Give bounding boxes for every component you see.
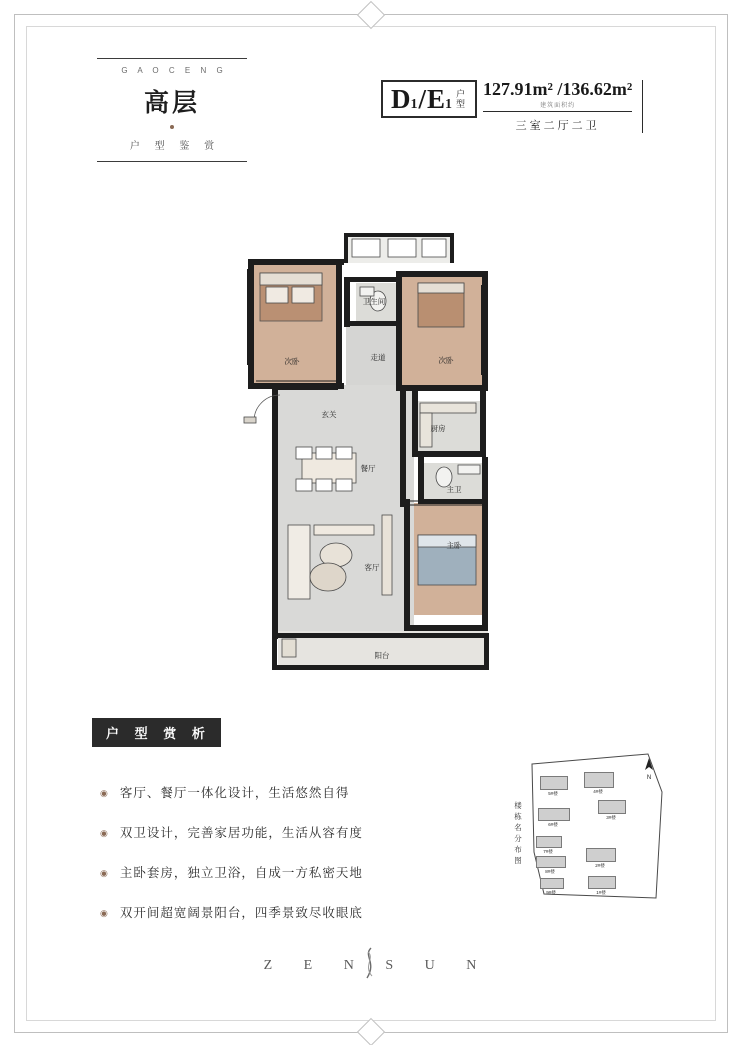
site-map-building <box>538 808 568 828</box>
plan-room-label: 玄关 <box>321 410 337 419</box>
unit-type-vertical-label: 户型 <box>456 88 466 109</box>
building-shape <box>540 878 564 889</box>
feature-item <box>100 865 500 881</box>
unit-area-divider <box>483 111 632 112</box>
footer <box>0 958 740 974</box>
building-tag: 1#楼 <box>596 889 606 895</box>
building-shape <box>538 808 570 821</box>
unit-code-slash: / <box>418 84 427 114</box>
unit-type-badge <box>381 80 643 133</box>
unit-area-value: 127.91m² /136.62m² <box>483 79 633 99</box>
north-arrow-icon <box>644 758 654 772</box>
building-tag: 3#楼 <box>606 814 616 820</box>
unit-room-count: 三室二厅二卫 <box>515 120 600 132</box>
site-map-building <box>536 856 564 875</box>
header-subtitle: 户 型 鉴 赏 <box>129 141 221 152</box>
unit-area-block <box>483 80 643 133</box>
building-shape <box>540 776 568 790</box>
header-pinyin: G A O C E N G <box>121 66 227 75</box>
unit-code-letter-2: E <box>427 84 446 114</box>
brand-logo-icon <box>355 946 385 980</box>
feature-bullet-icon: ◉ <box>100 868 108 878</box>
plan-room-label: 客厅 <box>364 563 380 572</box>
plan-room-label: 次卧 <box>284 357 300 366</box>
plan-room-label: 主卫 <box>446 485 462 494</box>
site-map-building <box>584 772 612 795</box>
site-map-building <box>598 800 624 821</box>
brand-wordmark: Z E N S U N <box>263 958 491 973</box>
site-map-building <box>588 876 614 896</box>
building-tag: 9#楼 <box>546 889 556 895</box>
feature-list <box>100 785 500 945</box>
header-dot-icon <box>170 125 174 129</box>
plan-room-label: 走道 <box>370 353 386 362</box>
building-tag: 6#楼 <box>548 821 558 827</box>
unit-type-code <box>381 80 477 118</box>
plan-room-label: 次卧 <box>438 356 454 365</box>
feature-bullet-icon: ◉ <box>100 908 108 918</box>
building-tag: 7#楼 <box>543 848 553 854</box>
header-rule-bottom <box>97 161 247 162</box>
floor-plan <box>196 225 536 685</box>
feature-text: 主卧套房，独立卫浴，自成一方私密天地 <box>119 866 363 880</box>
building-tag: 4#楼 <box>593 788 603 794</box>
feature-bullet-icon: ◉ <box>100 788 108 798</box>
section-title-features: 户 型 赏 析 <box>92 718 221 747</box>
header-left-block <box>92 58 252 162</box>
building-shape <box>598 800 626 814</box>
plan-room-label: 卫生间 <box>362 297 386 306</box>
building-tag: 5#楼 <box>548 790 558 796</box>
feature-bullet-icon: ◉ <box>100 828 108 838</box>
plan-room-label: 主卧 <box>446 541 462 550</box>
site-map-label: 楼栋名分布图 <box>514 801 522 865</box>
site-map-building <box>536 836 560 855</box>
plan-room-label: 厨房 <box>430 424 446 433</box>
header-rule-top <box>97 58 247 59</box>
feature-text: 客厅、餐厅一体化设计，生活悠然自得 <box>119 786 350 800</box>
north-letter: N <box>646 775 652 781</box>
site-map-building <box>540 776 566 797</box>
plan-room-label: 阳台 <box>374 651 390 660</box>
building-shape <box>536 836 562 848</box>
header-title: 高层 <box>143 90 200 117</box>
feature-text: 双卫设计，完善家居功能，生活从容有度 <box>119 826 363 840</box>
unit-code-letter-1: D <box>391 84 411 114</box>
feature-item <box>100 825 500 841</box>
building-shape <box>586 848 616 862</box>
unit-code-index-2: 1 <box>445 97 453 112</box>
building-tag: 8#楼 <box>545 868 555 874</box>
feature-item <box>100 785 500 801</box>
building-shape <box>588 876 616 889</box>
north-indicator-icon <box>644 758 654 782</box>
unit-area-note: 建筑面积约 <box>540 103 576 109</box>
feature-text: 双开间超宽阔景阳台，四季景致尽收眼底 <box>119 906 363 920</box>
site-distribution-map <box>512 752 664 900</box>
unit-code-index-1: 1 <box>410 97 418 112</box>
site-map-building <box>586 848 614 869</box>
building-shape <box>536 856 566 868</box>
site-map-building <box>540 878 562 896</box>
feature-item <box>100 905 500 921</box>
building-tag: 2#楼 <box>595 862 605 868</box>
plan-room-label: 餐厅 <box>360 464 376 473</box>
building-shape <box>584 772 614 788</box>
